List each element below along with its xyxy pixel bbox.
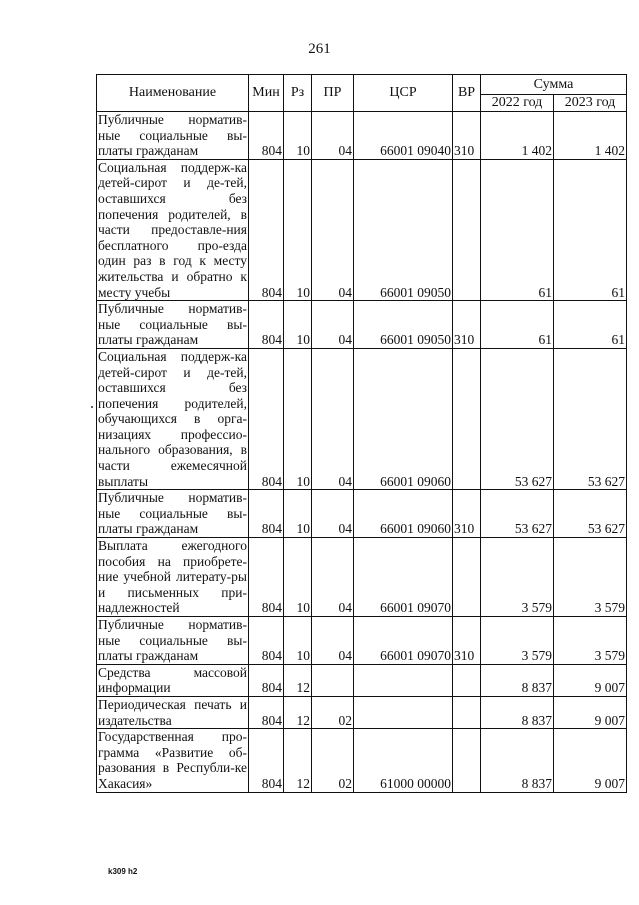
- cell-min: 804: [249, 729, 284, 792]
- header-min: Мин: [249, 75, 284, 112]
- table-row: [97, 490, 627, 538]
- cell-pr: 02: [312, 729, 354, 792]
- cell-vr: [453, 664, 481, 696]
- cell-sum-2023: 61: [554, 159, 627, 300]
- cell-sum-2022: 53 627: [481, 490, 554, 538]
- cell-sum-2023: 1 402: [554, 112, 627, 160]
- scan-speck: [91, 406, 93, 408]
- table-row: [97, 159, 627, 300]
- table-row: [97, 664, 627, 696]
- cell-sum-2022: 8 837: [481, 729, 554, 792]
- cell-rz: 10: [284, 348, 312, 489]
- cell-sum-2023: 9 007: [554, 729, 627, 792]
- header-year-2023: 2023 год: [554, 95, 627, 112]
- header-csr: ЦСР: [354, 75, 453, 112]
- cell-min: 804: [249, 696, 284, 728]
- cell-sum-2023: 53 627: [554, 490, 627, 538]
- cell-name: Периодическая печать и издательства: [98, 696, 247, 728]
- cell-csr: 61000 00000: [354, 729, 453, 792]
- cell-min: 804: [249, 159, 284, 300]
- cell-sum-2022: 61: [481, 159, 554, 300]
- cell-rz: 10: [284, 112, 312, 160]
- cell-name: Средства массовой информации: [98, 664, 247, 696]
- cell-csr: 66001 09040: [354, 112, 453, 160]
- cell-name: Социальная поддерж-ка детей-сирот и де-тей, оставшихся без попечения родителей, в части предоставле-ния бесплатного про-езда один раз в год к месту жительства и обратно к месту учебы: [98, 159, 247, 300]
- cell-csr: 66001 09060: [354, 490, 453, 538]
- header-vr: ВР: [453, 75, 481, 112]
- cell-sum-2023: 9 007: [554, 664, 627, 696]
- table-body: [97, 112, 627, 793]
- cell-sum-2022: 3 579: [481, 617, 554, 665]
- cell-csr: 66001 09050: [354, 159, 453, 300]
- cell-vr: 310: [453, 112, 481, 160]
- cell-vr: 310: [453, 301, 481, 349]
- cell-vr: [453, 538, 481, 617]
- cell-name: Социальная поддерж-ка детей-сирот и де-тей, оставшихся без попечения родителей, обучающихся в орга-низациях профессио-нального образования, в части ежемесячной выплаты: [98, 348, 247, 489]
- cell-csr: [354, 664, 453, 696]
- cell-rz: 10: [284, 617, 312, 665]
- cell-name: Выплата ежегодного пособия на приобрете-ние учебной литерату-ры и письменных при-надлежностей: [98, 538, 247, 616]
- footer-code: k309 h2: [108, 867, 138, 876]
- cell-pr: 04: [312, 538, 354, 617]
- cell-rz: 12: [284, 729, 312, 792]
- cell-vr: [453, 729, 481, 792]
- cell-pr: 04: [312, 348, 354, 489]
- table-row: [97, 729, 627, 792]
- cell-rz: 12: [284, 696, 312, 728]
- cell-sum-2023: 3 579: [554, 538, 627, 617]
- header-sum: Сумма: [481, 75, 627, 95]
- cell-csr: 66001 09070: [354, 538, 453, 617]
- cell-sum-2022: 3 579: [481, 538, 554, 617]
- cell-min: 804: [249, 617, 284, 665]
- cell-rz: 10: [284, 159, 312, 300]
- cell-csr: 66001 09060: [354, 348, 453, 489]
- cell-name: Государственная про-грамма «Развитие об-разования в Республи-ке Хакасия»: [98, 729, 247, 791]
- cell-vr: 310: [453, 617, 481, 665]
- cell-rz: 10: [284, 490, 312, 538]
- cell-rz: 10: [284, 538, 312, 617]
- cell-csr: 66001 09070: [354, 617, 453, 665]
- cell-min: 804: [249, 112, 284, 160]
- cell-pr: 04: [312, 490, 354, 538]
- cell-name: Публичные норматив-ные социальные вы-платы гражданам: [98, 301, 247, 348]
- cell-name: Публичные норматив-ные социальные вы-платы гражданам: [98, 112, 247, 159]
- cell-sum-2023: 9 007: [554, 696, 627, 728]
- cell-min: 804: [249, 490, 284, 538]
- cell-sum-2022: 8 837: [481, 696, 554, 728]
- cell-sum-2023: 3 579: [554, 617, 627, 665]
- page-number: 261: [308, 41, 331, 57]
- cell-min: 804: [249, 301, 284, 349]
- cell-min: 804: [249, 348, 284, 489]
- header-year-2022: 2022 год: [481, 95, 554, 112]
- cell-rz: 10: [284, 301, 312, 349]
- cell-min: 804: [249, 538, 284, 617]
- table-row: [97, 348, 627, 489]
- header-name: Наименование: [97, 75, 249, 112]
- cell-pr: 04: [312, 301, 354, 349]
- table-row: [97, 301, 627, 349]
- cell-sum-2022: 8 837: [481, 664, 554, 696]
- budget-table: [96, 74, 627, 793]
- cell-sum-2022: 53 627: [481, 348, 554, 489]
- cell-vr: [453, 159, 481, 300]
- cell-csr: [354, 696, 453, 728]
- cell-vr: 310: [453, 490, 481, 538]
- table-row: [97, 617, 627, 665]
- cell-pr: 04: [312, 617, 354, 665]
- cell-name: Публичные норматив-ные социальные вы-платы гражданам: [98, 490, 247, 537]
- cell-vr: [453, 696, 481, 728]
- cell-csr: 66001 09050: [354, 301, 453, 349]
- cell-pr: 04: [312, 159, 354, 300]
- cell-name: Публичные норматив-ные социальные вы-платы гражданам: [98, 617, 247, 664]
- cell-sum-2022: 61: [481, 301, 554, 349]
- cell-pr: 04: [312, 112, 354, 160]
- table-row: [97, 696, 627, 728]
- header-pr: ПР: [312, 75, 354, 112]
- cell-pr: 02: [312, 696, 354, 728]
- cell-rz: 12: [284, 664, 312, 696]
- cell-vr: [453, 348, 481, 489]
- table-row: [97, 538, 627, 617]
- cell-sum-2023: 61: [554, 301, 627, 349]
- cell-min: 804: [249, 664, 284, 696]
- cell-sum-2023: 53 627: [554, 348, 627, 489]
- cell-pr: [312, 664, 354, 696]
- header-rz: Рз: [284, 75, 312, 112]
- cell-sum-2022: 1 402: [481, 112, 554, 160]
- table-row: [97, 112, 627, 160]
